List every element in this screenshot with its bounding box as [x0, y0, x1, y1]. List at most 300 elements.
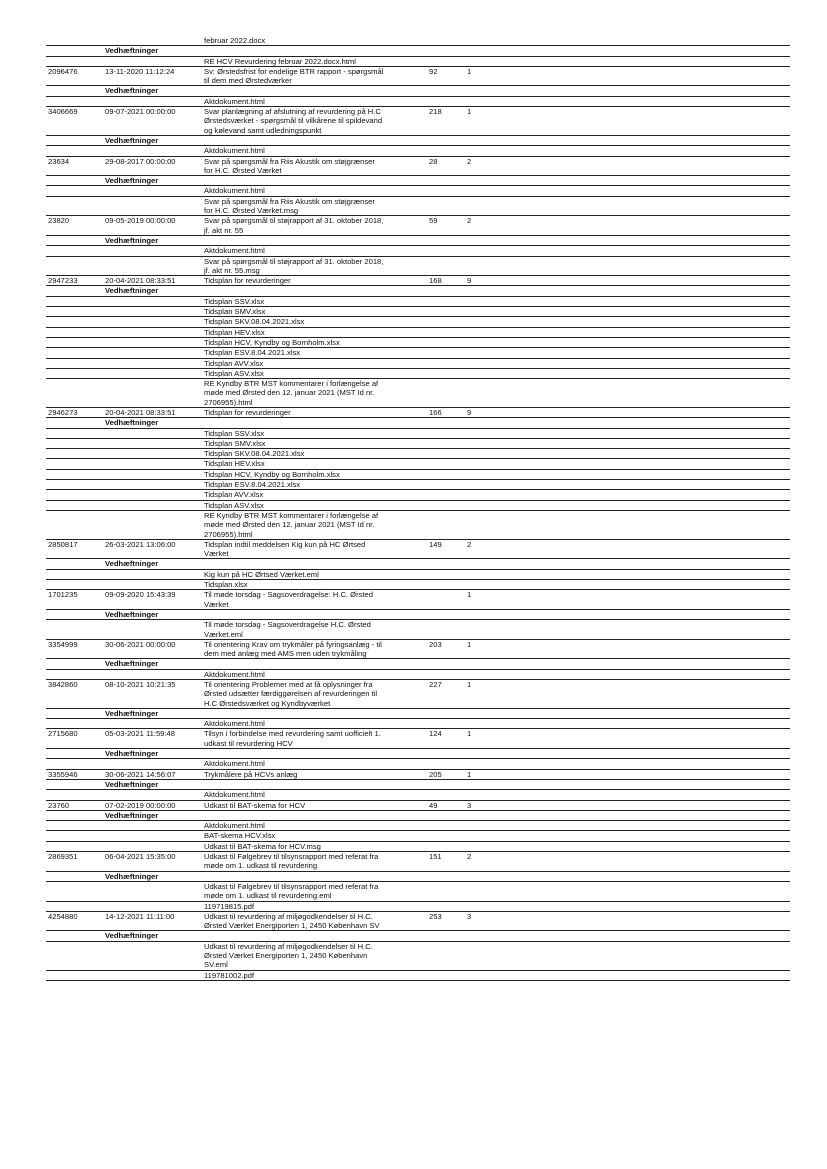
page-count: 203	[429, 639, 442, 649]
page-count	[427, 317, 467, 326]
doc-title: Svar planlægning af afslutning af revurdering på H.C Ørstedsværket - spørgsmål til vilkårene til spildevand og kølevand samt udledningspunkt	[204, 107, 383, 135]
attachment-count	[467, 97, 507, 106]
attachment-count: 1	[467, 639, 472, 649]
doc-title	[201, 286, 427, 295]
attachments-label: Vedhæftninger	[105, 609, 159, 619]
doc-id: 3355946	[48, 769, 78, 779]
attachment-row	[46, 480, 790, 490]
doc-date	[103, 470, 201, 479]
document-row	[46, 107, 790, 136]
doc-title: Tidsplan for revurderinger	[204, 276, 291, 286]
doc-date	[103, 338, 201, 347]
attachment-count	[467, 338, 507, 347]
attachment-count	[467, 46, 507, 55]
attachment-count	[467, 286, 507, 295]
doc-date	[103, 459, 201, 468]
attachment-count	[467, 470, 507, 479]
doc-id	[46, 317, 103, 326]
doc-id: 23634	[48, 156, 70, 166]
attachments-label: Vedhæftninger	[105, 779, 159, 789]
page-count	[427, 831, 467, 840]
doc-title: Udkast til BAT-skema for HCV	[204, 800, 306, 810]
attachment-count: 9	[467, 407, 472, 417]
doc-date	[103, 902, 201, 911]
attachment-count	[467, 36, 507, 45]
page-count: 166	[429, 407, 442, 417]
attachment-count	[467, 759, 507, 768]
doc-id	[46, 872, 103, 881]
doc-title: RE Kyndby BTR MST kommentarer i forlængelse af møde med Ørsted den 12. januar 2021 (MST Id nr. 2706955).html	[204, 379, 379, 407]
page-count	[427, 46, 467, 55]
doc-date: 09-09-2020 15:43:39	[105, 590, 176, 600]
attachment-row	[46, 36, 790, 46]
attachment-count	[467, 176, 507, 185]
doc-date	[103, 971, 201, 980]
page-count: 92	[429, 66, 438, 76]
attachments-header-row	[46, 559, 790, 569]
doc-date: 06-04-2021 15:35:00	[105, 852, 176, 862]
attachment-row	[46, 842, 790, 852]
page-count	[427, 480, 467, 489]
attachment-row	[46, 359, 790, 369]
doc-title: RE HCV Revurdering februar 2022.docx.html	[204, 56, 356, 66]
page-count	[427, 379, 467, 407]
page-count	[427, 97, 467, 106]
doc-title: Tidsplan SKV.08.04.2021.xlsx	[204, 449, 305, 459]
page-count: 124	[429, 729, 442, 739]
doc-id	[46, 821, 103, 830]
attachment-count	[467, 670, 507, 679]
attachment-count	[467, 328, 507, 337]
doc-id: 4254880	[48, 911, 78, 921]
attachment-count	[467, 297, 507, 306]
doc-id	[46, 338, 103, 347]
doc-title: Svar på spørgsmål fra Riis Akustik om støjgrænser for H.C. Ørsted Værket	[204, 156, 375, 175]
page-count: 205	[429, 769, 442, 779]
attachment-count	[467, 480, 507, 489]
attachment-row	[46, 821, 790, 831]
attachment-count	[467, 186, 507, 195]
doc-date: 14-12-2021 11:11:00	[105, 911, 175, 921]
doc-id	[46, 186, 103, 195]
attachment-row	[46, 379, 790, 408]
attachments-header-row	[46, 286, 790, 296]
doc-id	[46, 659, 103, 668]
attachment-count	[467, 379, 507, 407]
doc-date: 30-06-2021 00:00:00	[105, 639, 176, 649]
doc-id: 3406669	[48, 107, 78, 117]
page-count	[427, 559, 467, 568]
page-count	[427, 459, 467, 468]
page-count	[427, 709, 467, 718]
attachment-count: 1	[467, 769, 472, 779]
doc-title	[201, 931, 427, 940]
attachments-label: Vedhæftninger	[105, 559, 159, 569]
page-count	[427, 821, 467, 830]
attachment-count	[467, 439, 507, 448]
attachment-count	[467, 236, 507, 245]
page-count	[427, 246, 467, 255]
doc-date: 09-05-2019 00:00:00	[105, 216, 176, 226]
doc-id	[46, 780, 103, 789]
doc-date: 20-04-2021 08:33:51	[105, 407, 176, 417]
doc-title	[201, 872, 427, 881]
doc-date: 26-03-2021 13:06:00	[105, 539, 176, 549]
page-count	[427, 931, 467, 940]
attachment-count	[467, 902, 507, 911]
attachment-count	[467, 659, 507, 668]
attachment-count	[467, 146, 507, 155]
attachment-count	[467, 449, 507, 458]
attachment-count: 2	[467, 156, 472, 166]
doc-title	[201, 559, 427, 568]
doc-title: Udkast til Følgebrev til tilsynsrapport med referat fra møde om 1. udkast til revurdering	[204, 852, 379, 871]
doc-date	[103, 369, 201, 378]
doc-date	[103, 439, 201, 448]
attachment-row	[46, 882, 790, 902]
attachment-count: 1	[467, 107, 472, 117]
doc-date	[103, 146, 201, 155]
attachment-count	[467, 459, 507, 468]
doc-title: Tidsplan SMV.xlsx	[204, 438, 266, 448]
doc-title: Tidsplan SMV.xlsx	[204, 307, 266, 317]
attachment-count	[467, 709, 507, 718]
doc-id: 2869351	[48, 852, 78, 862]
doc-date	[103, 490, 201, 499]
page-count: 49	[429, 800, 438, 810]
doc-id	[46, 620, 103, 639]
doc-id: 23820	[48, 216, 70, 226]
doc-title: Udkast til revurdering af miljøgodkendelser til H.C. Ørsted Værket Energiporten 1, 2450 København SV	[204, 911, 380, 931]
doc-id	[46, 359, 103, 368]
doc-date	[103, 670, 201, 679]
doc-date	[103, 328, 201, 337]
attachment-row	[46, 470, 790, 480]
attachment-count: 1	[467, 66, 472, 76]
page-count	[427, 670, 467, 679]
doc-id	[46, 610, 103, 619]
document-row	[46, 729, 790, 749]
attachment-count	[467, 86, 507, 95]
attachment-count	[467, 501, 507, 510]
attachment-row	[46, 307, 790, 317]
attachment-count	[467, 418, 507, 427]
document-row	[46, 67, 790, 87]
attachments-header-row	[46, 749, 790, 759]
doc-date: 13-11-2020 11:12:24	[105, 66, 175, 76]
doc-title: Til møde torsdag - Sagsoverdragelse: H.C. Ørsted Værket	[204, 590, 373, 609]
doc-id	[46, 176, 103, 185]
doc-date	[103, 348, 201, 357]
doc-title: Aktdokument.html	[204, 246, 265, 256]
page-count	[427, 449, 467, 458]
doc-id	[46, 379, 103, 407]
attachment-count: 1	[467, 590, 472, 600]
attachment-row	[46, 501, 790, 511]
page-count	[427, 749, 467, 758]
doc-title: Tidsplan SSV.xlsx	[204, 296, 265, 306]
attachment-count	[467, 831, 507, 840]
doc-id	[46, 136, 103, 145]
attachment-count	[467, 620, 507, 639]
attachments-label: Vedhæftninger	[105, 235, 159, 245]
attachment-row	[46, 97, 790, 107]
doc-id	[46, 759, 103, 768]
attachment-count	[467, 429, 507, 438]
page-count	[427, 590, 467, 609]
page-count	[427, 136, 467, 145]
page-count: 218	[429, 107, 442, 117]
doc-date	[103, 942, 201, 970]
doc-date: 09-07-2021 00:00:00	[105, 107, 176, 117]
attachment-count	[467, 942, 507, 970]
doc-date	[103, 449, 201, 458]
attachment-count	[467, 580, 507, 589]
doc-title: Svar på spørgsmål til støjrapport af 31. oktober 2018, jf. akt nr. 55	[204, 216, 384, 235]
page-count: 151	[429, 852, 442, 862]
doc-title: RE Kyndby BTR MST kommentarer i forlængelse af møde med Ørsted den 12. januar 2021 (MST Id nr. 2706955).html	[204, 510, 379, 539]
doc-title	[201, 709, 427, 718]
doc-id	[46, 418, 103, 427]
doc-date	[103, 821, 201, 830]
attachment-row	[46, 328, 790, 338]
page-count	[427, 439, 467, 448]
page-count	[427, 790, 467, 799]
doc-id	[46, 831, 103, 840]
attachment-count	[467, 811, 507, 820]
doc-id	[46, 942, 103, 970]
doc-id	[46, 328, 103, 337]
doc-title	[201, 46, 427, 55]
page-count	[427, 328, 467, 337]
doc-id	[46, 511, 103, 539]
attachment-count	[467, 307, 507, 316]
page-count	[427, 620, 467, 639]
doc-date	[103, 297, 201, 306]
attachment-count	[467, 136, 507, 145]
attachments-label: Vedhæftninger	[105, 46, 159, 56]
attachments-label: Vedhæftninger	[105, 86, 159, 96]
page-count	[427, 359, 467, 368]
attachments-label: Vedhæftninger	[105, 176, 159, 186]
attachment-count: 1	[467, 680, 472, 689]
attachments-label: Vedhæftninger	[105, 749, 159, 759]
page-count	[427, 338, 467, 347]
doc-title: BAT-skema HCV.xlsx	[204, 831, 276, 841]
doc-title: Tidsplan indtil meddelsen Kig kun på HC Ørtsed Værket	[204, 539, 366, 559]
doc-id	[46, 348, 103, 357]
doc-title	[201, 659, 427, 668]
doc-title: Aktdokument.html	[204, 669, 265, 679]
doc-title: Aktdokument.html	[204, 821, 265, 831]
attachment-row	[46, 759, 790, 769]
attachments-header-row	[46, 46, 790, 56]
doc-title: Udkast til revurdering af miljøgodkendelser til H.C. Ørsted Værket Energiporten 1, 2450 København SV.eml	[204, 941, 373, 970]
page-count	[427, 971, 467, 980]
doc-id	[46, 146, 103, 155]
attachment-row	[46, 257, 790, 277]
document-row	[46, 770, 790, 780]
attachment-count	[467, 610, 507, 619]
page-count	[427, 659, 467, 668]
doc-title: februar 2022.docx	[204, 36, 266, 45]
attachment-row	[46, 490, 790, 500]
attachment-row	[46, 719, 790, 729]
page-count	[427, 186, 467, 195]
doc-id	[46, 790, 103, 799]
doc-date: 05-03-2021 11:59:48	[105, 729, 175, 739]
attachments-header-row	[46, 659, 790, 669]
attachment-row	[46, 197, 790, 217]
document-row	[46, 852, 790, 872]
page-count	[427, 490, 467, 499]
attachments-header-row	[46, 709, 790, 719]
doc-title: Til møde torsdag - Sagsoverdragelse H.C. Ørsted Værket.eml	[204, 620, 371, 639]
doc-date: 30-06-2021 14:56:07	[105, 769, 176, 779]
page-count	[427, 780, 467, 789]
page-count: 28	[429, 156, 438, 166]
doc-date	[103, 97, 201, 106]
page-count	[427, 872, 467, 881]
doc-title: Tidsplan SSV.xlsx	[204, 428, 265, 438]
attachment-row	[46, 902, 790, 912]
doc-title: Udkast til Følgebrev til tilsynsrapport med referat fra møde om 1. udkast til revurdering.eml	[204, 881, 379, 901]
attachment-count	[467, 257, 507, 276]
page-count: 59	[429, 216, 438, 226]
attachments-header-row	[46, 931, 790, 941]
doc-id: 2947233	[48, 276, 78, 286]
doc-title: Svar på spørgsmål fra Riis Akustik om støjgrænser for H.C. Ørsted Værket.msg	[204, 196, 375, 216]
page-count: 253	[429, 911, 442, 921]
doc-title: Svar på spørgsmål til støjrapport af 31. oktober 2018, jf. akt nr. 55.msg	[204, 256, 384, 275]
doc-title: Aktdokument.html	[204, 186, 265, 196]
doc-id	[46, 449, 103, 458]
attachments-header-row	[46, 176, 790, 186]
doc-id	[46, 459, 103, 468]
attachment-row	[46, 511, 790, 540]
page-count	[427, 501, 467, 510]
doc-id	[46, 931, 103, 940]
doc-title: Tidsplan AVV.xlsx	[204, 358, 264, 368]
attachments-label: Vedhæftninger	[105, 871, 159, 881]
doc-date	[103, 57, 201, 66]
attachment-count	[467, 57, 507, 66]
page-count	[427, 307, 467, 316]
attachment-count	[467, 821, 507, 830]
doc-id	[46, 36, 103, 45]
doc-title: Tidsplan ASV.xlsx	[204, 368, 264, 378]
document-row	[46, 276, 790, 286]
doc-id: 3842860	[48, 680, 78, 689]
document-row	[46, 157, 790, 177]
doc-date	[103, 759, 201, 768]
attachment-count	[467, 559, 507, 568]
page-count	[427, 811, 467, 820]
doc-id	[46, 580, 103, 589]
doc-date	[103, 570, 201, 579]
doc-id	[46, 490, 103, 499]
doc-date	[103, 429, 201, 438]
attachments-label: Vedhæftninger	[105, 810, 159, 820]
doc-id: 2715680	[48, 729, 78, 739]
doc-id	[46, 749, 103, 758]
attachment-row	[46, 429, 790, 439]
doc-id	[46, 286, 103, 295]
attachment-row	[46, 580, 790, 590]
doc-title: Tidsplan SKV.08.04.2021.xlsx	[204, 317, 305, 327]
page-count	[427, 57, 467, 66]
doc-date	[103, 36, 201, 45]
doc-id	[46, 57, 103, 66]
page-count	[427, 570, 467, 579]
doc-id	[46, 297, 103, 306]
doc-title: Aktdokument.html	[204, 719, 265, 729]
doc-id	[46, 570, 103, 579]
attachments-header-row	[46, 872, 790, 882]
doc-date	[103, 620, 201, 639]
attachment-row	[46, 317, 790, 327]
attachment-count: 1	[467, 729, 472, 739]
document-row	[46, 216, 790, 236]
attachment-count: 3	[467, 800, 472, 810]
document-row	[46, 801, 790, 811]
page-count: 168	[429, 276, 442, 286]
doc-id	[46, 236, 103, 245]
doc-id	[46, 670, 103, 679]
page-count	[427, 36, 467, 45]
doc-title: 119781002.pdf	[204, 970, 255, 980]
doc-id	[46, 559, 103, 568]
doc-date	[103, 317, 201, 326]
doc-id	[46, 971, 103, 980]
attachment-row	[46, 831, 790, 841]
doc-id	[46, 811, 103, 820]
attachments-header-row	[46, 86, 790, 96]
attachment-row	[46, 246, 790, 256]
attachment-row	[46, 146, 790, 156]
attachment-count: 9	[467, 276, 472, 286]
doc-id	[46, 257, 103, 276]
doc-title	[201, 610, 427, 619]
doc-id	[46, 842, 103, 851]
doc-date	[103, 501, 201, 510]
attachments-header-row	[46, 418, 790, 428]
document-row	[46, 640, 790, 660]
attachment-row	[46, 369, 790, 379]
page-count	[427, 511, 467, 539]
doc-title	[201, 418, 427, 427]
page-count	[427, 429, 467, 438]
doc-id	[46, 46, 103, 55]
page-count	[427, 759, 467, 768]
doc-date	[103, 186, 201, 195]
page-count	[427, 580, 467, 589]
attachment-count	[467, 197, 507, 216]
doc-id	[46, 439, 103, 448]
doc-date	[103, 882, 201, 901]
attachment-count	[467, 719, 507, 728]
doc-date	[103, 307, 201, 316]
doc-title	[201, 176, 427, 185]
doc-title: Sv: Ørstedsfrist for endelige BTR rapport - spørgsmål til dem med Ørstedværker	[204, 66, 384, 86]
doc-date	[103, 831, 201, 840]
attachment-row	[46, 620, 790, 640]
doc-title	[201, 780, 427, 789]
doc-id: 2946273	[48, 407, 78, 417]
page-count	[427, 610, 467, 619]
attachments-header-row	[46, 780, 790, 790]
attachment-row	[46, 348, 790, 358]
